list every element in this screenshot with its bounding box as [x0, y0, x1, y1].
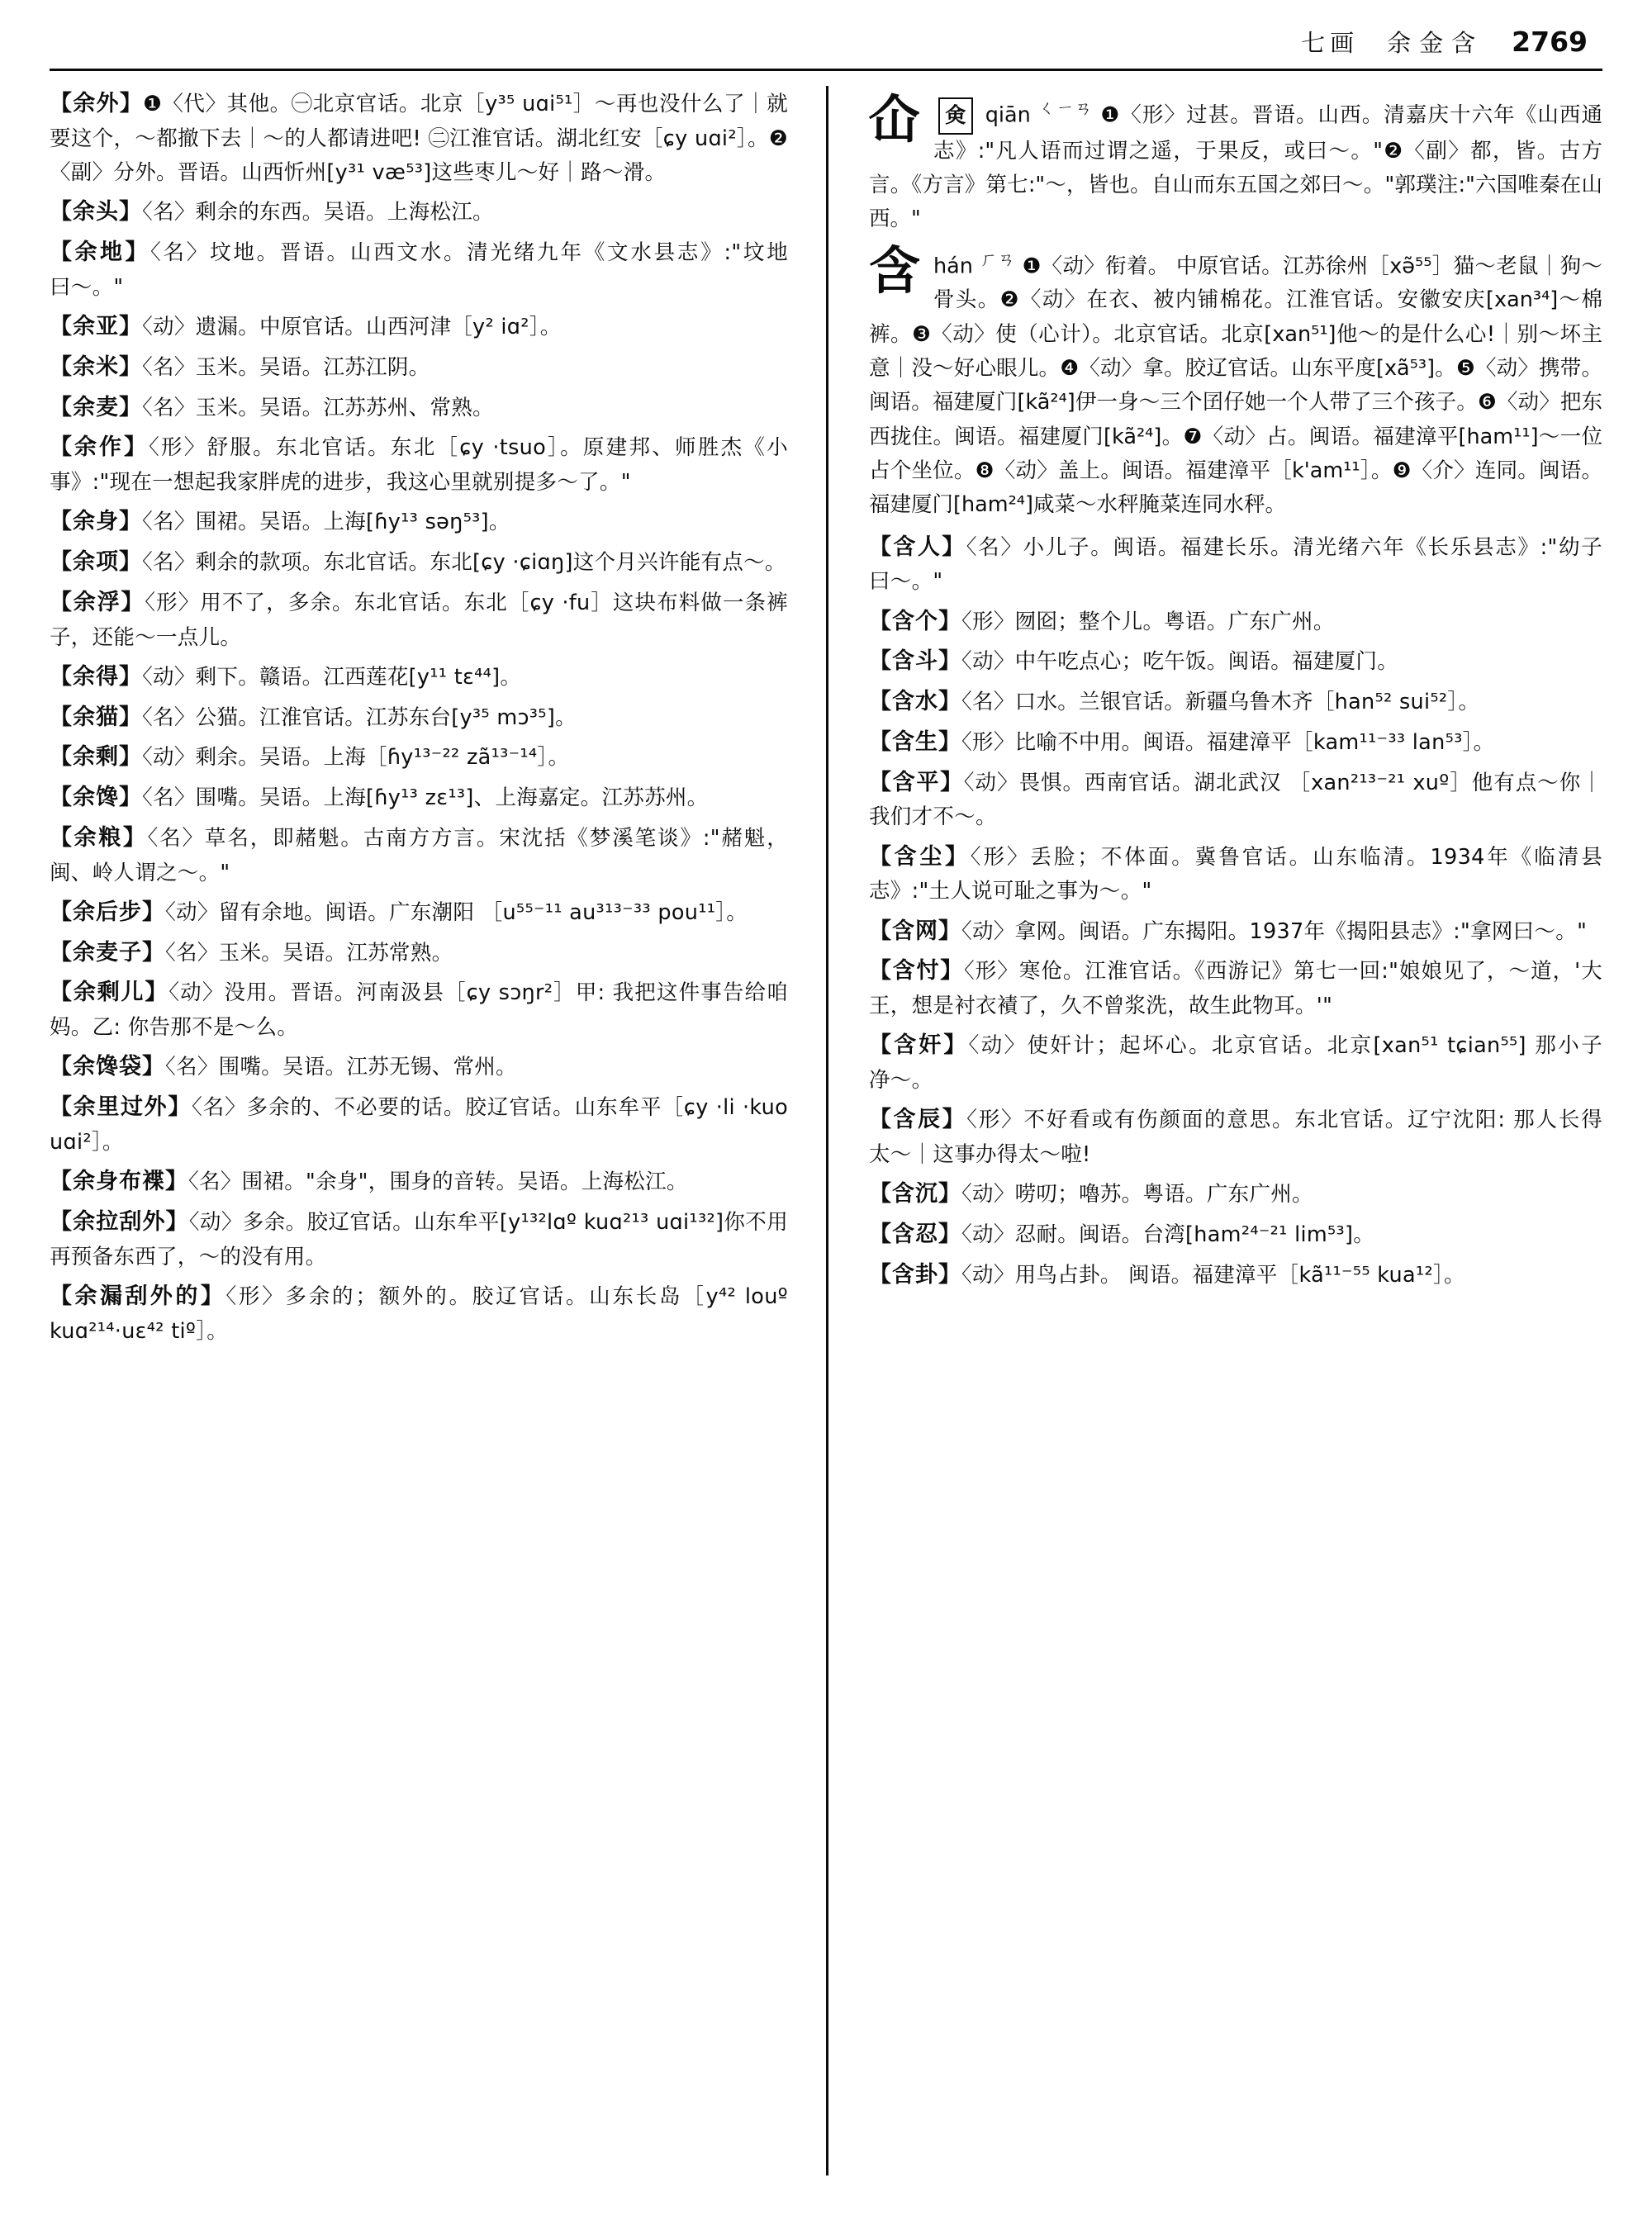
entry-headword: 【含沉】 [869, 1181, 961, 1208]
dictionary-entry [50, 86, 788, 190]
dictionary-entry [869, 839, 1602, 909]
entry-headword: 【含水】 [869, 689, 961, 715]
entry-body: 〈形〉寒伧。江淮官话。《西游记》第七一回:"娘娘见了，〜道，'大王，想是衬衣襀了，久不曾浆洗，故生此物耳。'" [869, 959, 1602, 1019]
entry-headword: 【余头】 [50, 199, 142, 225]
entry-headword: 【含斗】 [869, 648, 961, 675]
left-column [50, 86, 826, 2175]
entry-body: 〈动〉畏惧。西南官话。湖北武汉 ［xan²¹³⁻²¹ xuº］他有点〜你｜我们才不〜。 [869, 770, 1603, 830]
entry-body: 〈动〉剩余。吴语。上海［ɦy¹³⁻²² zã¹³⁻¹⁴］。 [142, 745, 570, 771]
entry-body: 〈名〉围嘴。吴语。江苏无锡、常州。 [165, 1055, 517, 1080]
dictionary-entry [50, 935, 788, 971]
dictionary-entry [50, 894, 788, 931]
entry-headword: 【余粮】 [50, 824, 148, 851]
dictionary-entry [50, 700, 788, 736]
entry-headword: 【余项】 [50, 549, 142, 576]
dictionary-entry [869, 1102, 1602, 1172]
dictionary-entry [50, 1049, 788, 1085]
entry-body: 〈动〉遗漏。中原官话。山西河津［y² iɑ²］。 [142, 315, 562, 340]
entry-headword: 【余米】 [50, 353, 142, 380]
entry-body: 〈动〉多余。胶辽官话。山东牟平[y¹³²lɑº kuɑ²¹³ uɑi¹³²]你不用再预备东西了，〜的没有用。 [50, 1209, 789, 1269]
columns-container [50, 86, 1602, 2175]
entry-headword: 【余漏刮外的】 [50, 1283, 226, 1309]
entry-headword: 【余麦子】 [50, 939, 165, 966]
entry-body: 〈形〉用不了，多余。东北官话。东北［ɕy ·fu］这块布料做一条裤子，还能〜一点儿。 [50, 590, 788, 650]
entry-body: 〈动〉中午吃点心；吃午饭。闽语。福建厦门。 [961, 649, 1399, 675]
page-number: 2769 [1512, 26, 1588, 58]
entry-body: 〈名〉小儿子。闽语。福建长乐。清光绪六年《长乐县志》:"幼子曰〜。" [869, 534, 1603, 595]
entry-body: ❶〈动〉衔着。 中原官话。江苏徐州［xə̃⁵⁵］猫〜老鼠｜狗〜骨头。❷〈动〉在衣、被内铺棉花。江淮官话。安徽安庆[xan³⁴]〜棉裤。❸〈动〉使（心计）。北京官话。北京[xan⁵¹]他〜的是什么心!｜别〜坏主意｜没〜好心眼儿。❹〈动〉拿。胶辽官话。山东平度[xã⁵³]。❺〈动〉携带。闽语。福建厦门[kã²⁴]伊一身〜三个囝仔她一个人带了三个孩子。❻〈动〉把东西拢住。闽语。福建厦门[kã²⁴]。❼〈动〉占。闽语。福建漳平[ham¹¹]〜一位占个坐位。❽〈动〉盖上。闽语。福建漳平［k'am¹¹］。❾〈介〉连同。闽语。福建厦门[ham²⁴]咸菜〜水秤腌菜连同水秤。 [869, 254, 1603, 518]
entry-body: 〈名〉围裙。吴语。上海[ɦy¹³ səŋ⁵³]。 [142, 510, 510, 535]
dictionary-entry [50, 1164, 788, 1200]
entry-body: 〈形〉多余的；额外的。胶辽官话。山东长岛［y⁴² louº kuɑ²¹⁴·uɛ⁴² tiº］。 [50, 1283, 788, 1344]
head-character-entry [869, 240, 1603, 523]
header-rule [50, 69, 1602, 71]
entry-body: 〈名〉玉米。吴语。江苏常熟。 [165, 940, 453, 966]
zhuyin: ㄏㄢ [980, 249, 1016, 269]
dictionary-entry [50, 349, 788, 386]
dictionary-entry [50, 390, 788, 426]
entry-headword: 【余得】 [50, 663, 142, 690]
entry-headword: 【余地】 [50, 240, 150, 266]
dictionary-entry [50, 504, 788, 540]
entry-headword: 【余外】 [50, 91, 143, 116]
header-radical-chars: 余金含 [1387, 29, 1484, 57]
entry-headword: 【含网】 [869, 918, 961, 944]
head-character: 仚 [869, 89, 921, 149]
entry-body: 〈名〉玉米。吴语。江苏苏州、常熟。 [142, 395, 494, 420]
entry-headword: 【余作】 [50, 434, 149, 461]
entry-body: 〈名〉围嘴。吴语。上海[ɦy¹³ zɛ¹³]、上海嘉定。江苏苏州。 [142, 785, 709, 811]
dictionary-entry [869, 1217, 1602, 1253]
entry-body: 〈动〉剩下。赣语。江西莲花[y¹¹ tɛ⁴⁴]。 [142, 664, 522, 690]
dictionary-entry [869, 529, 1602, 600]
entry-headword: 【余猫】 [50, 704, 142, 730]
entry-body: 〈形〉不好看或有伤颜面的意思。东北官话。辽宁沈阳: 那人长得太〜｜这事办得太〜啦! [869, 1108, 1603, 1168]
entry-body: 〈形〉丢脸；不体面。冀鲁官话。山东临清。1934年《临清县志》:"土人说可耻之事为〜。" [869, 844, 1602, 904]
variant-character: 㑒 [938, 97, 973, 135]
entry-body: 〈名〉玉米。吴语。江苏江阴。 [142, 354, 430, 380]
entry-headword: 【余拉刮外】 [50, 1208, 189, 1235]
dictionary-entry [869, 765, 1602, 835]
entry-body: ❶〈代〉其他。㊀北京官话。北京［y³⁵ uɑi⁵¹］〜再也没什么了｜就要这个，〜都撤下去｜〜的人都请进吧! ㊁江淮官话。湖北红安［ɕy uɑi²］。❷〈副〉分外。晋语。山西忻州[y³¹ væ⁵³]这些枣儿〜好｜路〜滑。 [50, 92, 788, 186]
entry-body: 〈名〉公猫。江淮官话。江苏东台[y³⁵ mɔ³⁵]。 [142, 705, 577, 730]
entry-headword: 【含忖】 [869, 958, 964, 985]
entry-headword: 【含生】 [869, 728, 961, 755]
entry-body: ❶〈形〉过甚。晋语。山西。清嘉庆十六年《山西通志》:"凡人语而过谓之遥，于果反，或曰〜。"❷〈副〉都，皆。古方言。《方言》第七:"〜，皆也。自山而东五国之郊曰〜。"郭璞注:"六国唯秦在山西。" [869, 102, 1602, 232]
entry-headword: 【余身】 [50, 509, 142, 535]
dictionary-entry [50, 1204, 788, 1274]
dictionary-entry [50, 739, 788, 776]
dictionary-entry [869, 684, 1602, 720]
dictionary-entry [50, 544, 788, 581]
entry-body: 〈名〉草名，即赭魁。古南方方言。宋沈括《梦溪笔谈》:"赭魁，闽、岭人谓之〜。" [50, 825, 789, 885]
dictionary-entry [869, 953, 1602, 1023]
dictionary-entry [869, 1257, 1602, 1293]
entry-body: 〈形〉比喻不中用。闽语。福建漳平［kam¹¹⁻³³ lan⁵³］。 [961, 729, 1495, 755]
entry-headword: 【含个】 [869, 608, 961, 634]
pinyin: hán [933, 254, 973, 279]
dictionary-entry [869, 643, 1602, 680]
dictionary-entry [869, 1027, 1602, 1098]
entry-headword: 【余身布褋】 [50, 1169, 188, 1195]
zhuyin: ㄑㄧㄢ [1037, 98, 1094, 118]
dictionary-entry [50, 194, 788, 230]
entry-headword: 【余后步】 [50, 899, 165, 925]
dictionary-entry [50, 780, 788, 816]
entry-headword: 【余剩】 [50, 744, 142, 771]
entry-headword: 【含平】 [869, 769, 964, 795]
dictionary-entry [869, 724, 1602, 761]
dictionary-entry [50, 585, 788, 655]
entry-headword: 【余馋】 [50, 785, 142, 811]
entry-body: 〈动〉忍耐。闽语。台湾[ham²⁴⁻²¹ lim⁵³]。 [961, 1222, 1375, 1248]
right-column [826, 86, 1602, 2175]
dictionary-entry [50, 309, 788, 345]
head-character: 含 [869, 240, 921, 301]
entry-headword: 【含卦】 [869, 1261, 961, 1288]
dictionary-entry [869, 604, 1602, 640]
entry-body: 〈动〉唠叨；嚕苏。粤语。广东广州。 [961, 1182, 1313, 1208]
entry-headword: 【含尘】 [869, 843, 971, 870]
entry-body: 〈动〉留有余地。闽语。广东潮阳 ［u⁵⁵⁻¹¹ au³¹³⁻³³ pou¹¹］。 [165, 899, 748, 925]
dictionary-entry [50, 429, 788, 500]
entry-headword: 【余浮】 [50, 589, 145, 615]
entry-headword: 【余馋袋】 [50, 1054, 165, 1080]
entry-body: 〈形〉舒服。东北官话。东北［ɕy ·tsuo］。原建邦、师胜杰《小事》:"现在一想起我家胖虎的进步，我这心里就别提多〜了。" [50, 435, 788, 496]
entry-body: 〈名〉剩余的款项。东北官话。东北[ɕy ·ɕiɑŋ]这个月兴许能有点〜。 [142, 550, 786, 576]
head-character-entry [869, 89, 1602, 237]
entry-body: 〈动〉使奸计；起坏心。北京官话。北京[xan⁵¹ tɕian⁵⁵] 那小子净〜。 [869, 1033, 1603, 1094]
dictionary-entry [50, 1279, 788, 1349]
entry-body: 〈名〉多余的、不必要的话。胶辽官话。山东牟平［ɕy ·li ·kuo uɑi²］。 [50, 1095, 789, 1155]
dictionary-entry [50, 1089, 788, 1160]
entry-headword: 【余麦】 [50, 394, 142, 420]
entry-headword: 【余亚】 [50, 314, 142, 340]
entry-headword: 【含辰】 [869, 1107, 967, 1133]
entry-body: 〈名〉围裙。"余身"，围身的音转。吴语。上海松江。 [188, 1170, 688, 1195]
entry-body: 〈名〉口水。兰银官话。新疆乌鲁木齐［han⁵² sui⁵²］。 [961, 690, 1480, 715]
dictionary-entry [50, 820, 788, 890]
entry-headword: 【含忍】 [869, 1222, 961, 1248]
pinyin: qiān [985, 102, 1031, 128]
entry-body: 〈动〉拿网。闽语。广东揭阳。1937年《揭阳县志》:"拿网曰〜。" [961, 918, 1588, 944]
entry-body: 〈动〉用鸟占卦。 闽语。福建漳平［kã¹¹⁻⁵⁵ kua¹²］。 [961, 1262, 1465, 1288]
page-header [50, 25, 1602, 59]
entry-body: 〈动〉没用。晋语。河南汲县［ɕy sɔŋr²］甲: 我把这件事告给咱妈。乙: 你告那不是〜么。 [50, 980, 789, 1040]
entry-body: 〈形〉囫囵；整个儿。粤语。广东广州。 [961, 609, 1335, 634]
entry-body: 〈名〉坟地。晋语。山西文水。清光绪九年《文水县志》:"坟地曰〜。" [50, 240, 788, 300]
entry-headword: 【余剩儿】 [50, 980, 169, 1006]
entry-body: 〈名〉剩余的东西。吴语。上海松江。 [142, 200, 494, 225]
dictionary-entry [869, 1176, 1602, 1212]
entry-headword: 【含人】 [869, 534, 966, 560]
dictionary-entry [50, 659, 788, 695]
header-stroke-section: 七画 [1301, 29, 1360, 57]
dictionary-entry [869, 913, 1602, 950]
dictionary-entry [50, 235, 788, 305]
entry-headword: 【含奸】 [869, 1032, 969, 1059]
dictionary-entry [50, 975, 788, 1045]
entry-headword: 【余里过外】 [50, 1094, 192, 1121]
